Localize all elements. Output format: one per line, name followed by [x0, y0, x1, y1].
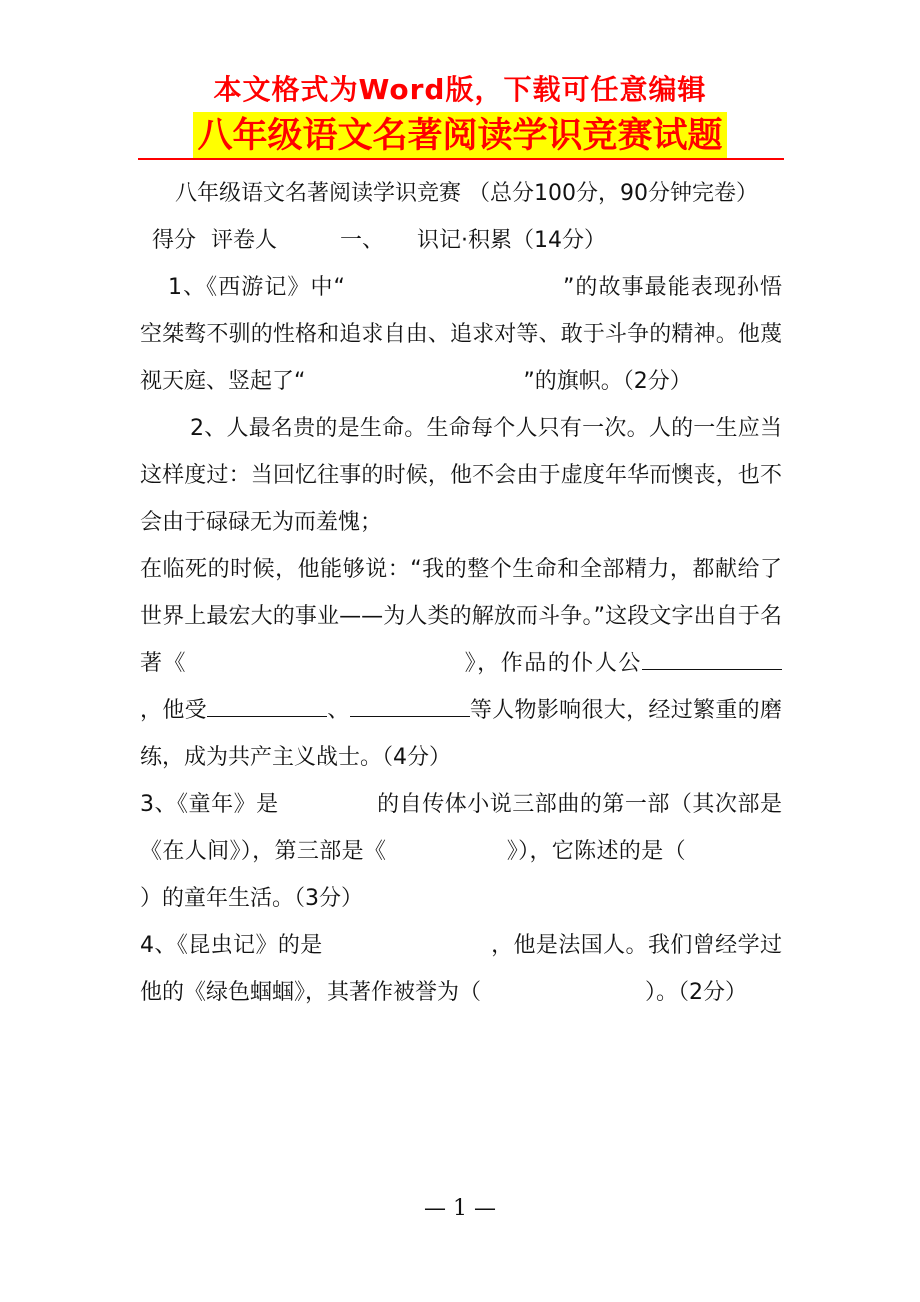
q2-part4: ，他受: [140, 698, 207, 723]
q3-part3: 》），它陈述的是（: [506, 839, 686, 864]
question-3: [140, 781, 782, 922]
q3-part4: ）的童年生活。（3分）: [140, 886, 363, 911]
section-number: 一、: [340, 228, 385, 253]
page-number: — 1 —: [424, 1196, 496, 1221]
grader-label: 评卷人: [211, 228, 278, 253]
title-wrap: [0, 112, 920, 160]
q2-part6: 等人物影响很大，经过繁重的磨练，成为共产主义战士。（4分）: [140, 698, 782, 770]
q4-part1: 4、《昆虫记》的是: [140, 933, 323, 958]
q4-part3: ）。（2分）: [645, 980, 748, 1005]
question-1: [140, 264, 782, 405]
q2-part1: 2、人最名贵的是生命。生命每个人只有一次。人的一生应当这样度过：当回忆往事的时候，他不会由于虚度年华而懊丧，也不会由于碌碌无为而羞愧；: [140, 416, 782, 535]
section-header: [140, 217, 782, 264]
q2-blank-protagonist[interactable]: [642, 651, 782, 670]
section-title: 识记·积累（14分）: [417, 228, 607, 253]
q2-blank-influence-1[interactable]: [207, 698, 327, 717]
q2-part3: 》，作品的仆人公: [463, 651, 642, 676]
score-label: 得分: [152, 228, 197, 253]
title-divider: [138, 158, 784, 160]
question-2-cont: [140, 546, 782, 781]
question-4: [140, 922, 782, 1016]
q2-part2: 在临死的时候，他能够说：“我的整个生命和全部精力，都献给了世界上最宏大的事业——为人类的解放而斗争。”这段文字出自于名著《: [140, 557, 782, 676]
q2-blank-influence-2[interactable]: [350, 698, 470, 717]
q2-part5: 、: [326, 698, 350, 723]
intro-paragraph: 八年级语文名著阅读学识竞赛 （总分100分，90分钟完卷）: [175, 181, 758, 206]
q3-part1: 3、《童年》是: [140, 792, 279, 817]
q1-part1: 1、《西游记》中“: [168, 275, 345, 300]
q1-part3: ”的旗帜。（2分）: [523, 369, 692, 394]
download-banner: 本文格式为Word版，下载可任意编辑: [213, 73, 707, 106]
q1-part2: ”的故事最能表现孙悟空桀骜不驯的性格和追求自由、追求对等、敢于斗争的精神。他蔑视天庭、竖起了“: [140, 275, 782, 394]
document-title: 八年级语文名著阅读学识竞赛试题: [193, 112, 726, 160]
q4-part2: ，他是法国人。我们曾经学过他的《绿色蝈蝈》，其著作被誉为（: [140, 933, 782, 1005]
document-body: [140, 170, 782, 1016]
question-2: [140, 405, 782, 546]
q3-part2: 的自传体小说三部曲的第一部（其次部是《在人间》），第三部是《: [140, 792, 782, 864]
